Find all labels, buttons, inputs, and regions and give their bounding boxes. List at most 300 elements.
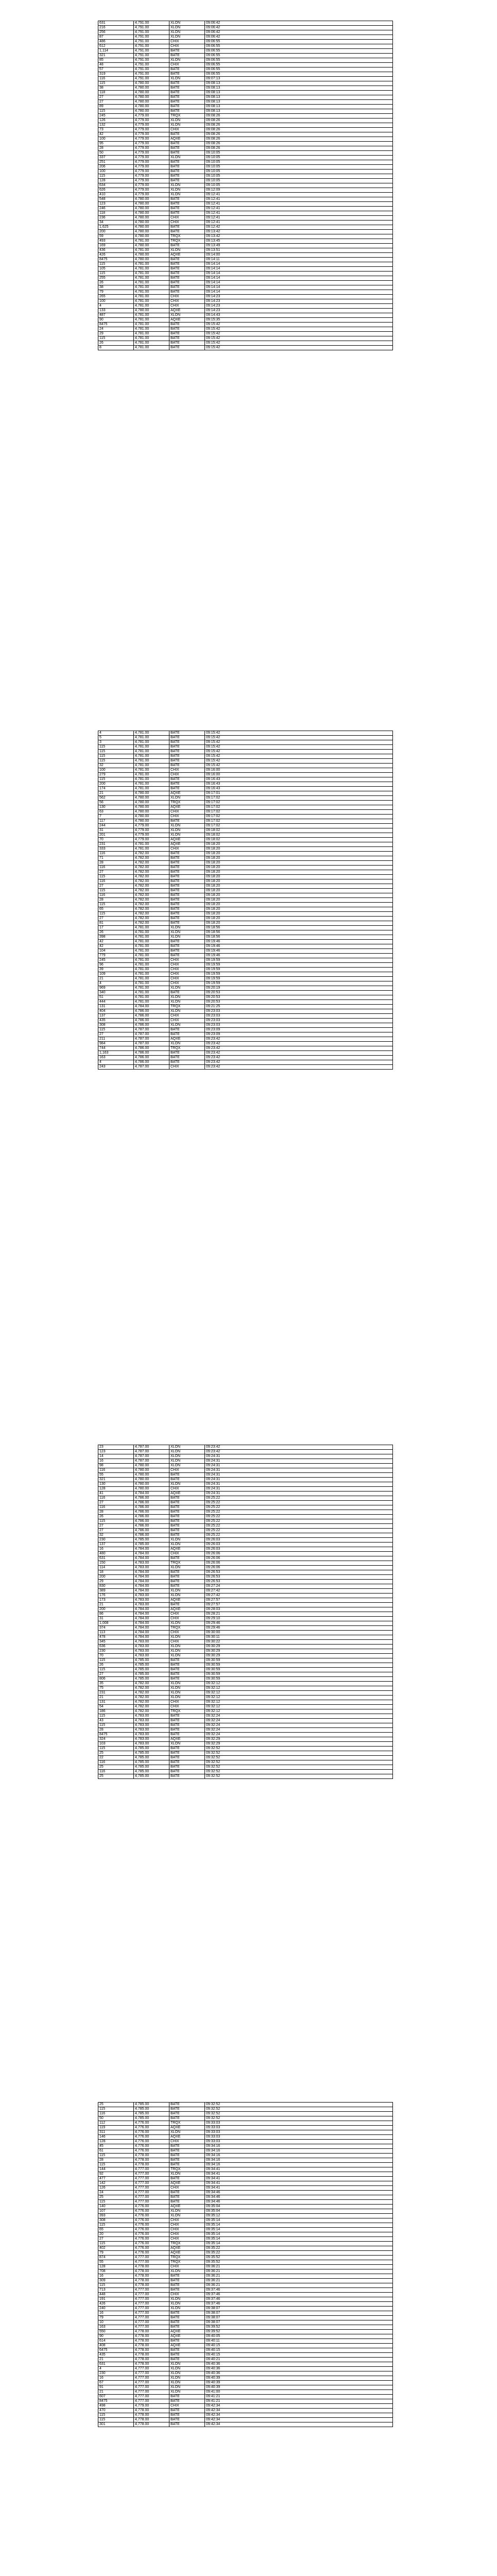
volume-cell: 806 [98, 1677, 134, 1682]
venue-cell: BATE [169, 160, 205, 165]
price-cell: 4,787.00 [134, 1032, 169, 1037]
venue-cell: BATE [169, 244, 205, 248]
price-cell: 4,781.00 [134, 986, 169, 991]
time-cell: 09:32:12 [205, 1700, 393, 1705]
volume-cell: 115 [98, 777, 134, 782]
volume-cell: 25 [98, 1765, 134, 1770]
price-cell: 4,783.00 [134, 1594, 169, 1598]
price-cell: 4,791.00 [134, 77, 169, 81]
price-cell: 4,779.00 [134, 193, 169, 197]
venue-cell: CHIX [169, 1631, 205, 1635]
price-cell: 4,782.00 [134, 866, 169, 870]
venue-cell: BATE [169, 1663, 205, 1668]
time-cell: 09:26:03 [205, 1538, 393, 1543]
volume-cell: 116 [98, 77, 134, 81]
price-cell: 4,777.00 [134, 2381, 169, 2385]
venue-cell: CHIX [169, 221, 205, 225]
time-cell: 09:18:20 [205, 866, 393, 870]
volume-cell: 191 [98, 2297, 134, 2302]
price-cell: 4,780.00 [134, 95, 169, 100]
time-cell: 09:34:41 [205, 2186, 393, 2191]
venue-cell: AQXE [169, 2205, 205, 2209]
time-cell: 09:34:41 [205, 2167, 393, 2172]
time-cell: 09:14:14 [205, 262, 393, 267]
price-cell: 4,777.00 [134, 2195, 169, 2200]
table-row [98, 1570, 393, 1575]
time-cell: 09:32:24 [205, 1714, 393, 1719]
price-cell: 4,780.00 [134, 1464, 169, 1468]
volume-cell: 634 [98, 183, 134, 188]
price-cell: 4,782.00 [134, 861, 169, 866]
price-cell: 4,782.00 [134, 1686, 169, 1691]
table-row [98, 912, 393, 917]
venue-cell: AQXE [169, 2135, 205, 2140]
venue-cell: BATE [169, 921, 205, 926]
venue-cell: AQXE [169, 1037, 205, 1042]
time-cell: 09:30:59 [205, 1658, 393, 1663]
time-cell: 09:34:46 [205, 2191, 393, 2195]
venue-cell: BATE [169, 346, 205, 350]
time-cell: 09:17:02 [205, 810, 393, 815]
volume-cell: 27 [98, 100, 134, 105]
venue-cell: BATE [169, 861, 205, 866]
table-row [98, 95, 393, 100]
volume-cell: 65 [98, 2228, 134, 2232]
price-cell: 4,777.00 [134, 2191, 169, 2195]
table-row [98, 1677, 393, 1682]
volume-cell: 24 [98, 327, 134, 332]
table-row [98, 740, 393, 745]
time-cell: 09:32:52 [205, 1760, 393, 1765]
venue-cell: BATE [169, 2288, 205, 2293]
table-row [98, 1519, 393, 1524]
time-cell: 09:23:09 [205, 1028, 393, 1032]
table-row [98, 1543, 393, 1547]
price-cell: 4,781.00 [134, 991, 169, 995]
time-cell: 09:08:13 [205, 86, 393, 91]
time-cell: 09:08:26 [205, 137, 393, 142]
table-row [98, 2223, 393, 2228]
time-cell: 09:32:52 [205, 2103, 393, 2107]
time-cell: 09:25:22 [205, 1505, 393, 1510]
volume-cell: 169 [98, 244, 134, 248]
price-cell: 4,778.00 [134, 2362, 169, 2367]
venue-cell: BATE [169, 1765, 205, 1770]
volume-cell: 478 [98, 1635, 134, 1640]
volume-cell: 16 [98, 2311, 134, 2316]
venue-cell: BATE [169, 1770, 205, 1774]
time-cell: 09:17:02 [205, 824, 393, 828]
time-cell: 09:23:03 [205, 1014, 393, 1019]
venue-cell: CHIX [169, 1468, 205, 1473]
table-row [98, 262, 393, 267]
volume-cell: 115 [98, 750, 134, 754]
time-cell: 09:10:05 [205, 156, 393, 160]
time-cell: 09:17:02 [205, 819, 393, 824]
venue-cell: CHIX [169, 1705, 205, 1709]
price-cell: 4,786.00 [134, 1510, 169, 1515]
price-cell: 4,781.00 [134, 958, 169, 963]
table-row [98, 1765, 393, 1770]
venue-cell: CHIX [169, 968, 205, 972]
trade-table-body [98, 731, 393, 1070]
table-row [98, 759, 393, 764]
time-cell: 09:15:42 [205, 759, 393, 764]
time-cell: 09:32:12 [205, 1686, 393, 1691]
price-cell: 4,777.00 [134, 2186, 169, 2191]
volume-cell: 410 [98, 193, 134, 197]
volume-cell: 319 [98, 72, 134, 77]
table-row [98, 1556, 393, 1561]
price-cell: 4,786.00 [134, 1529, 169, 1533]
venue-cell: BATE [169, 174, 205, 179]
venue-cell: XLON [169, 2371, 205, 2376]
venue-cell: AQXE [169, 842, 205, 847]
volume-cell: 487 [98, 313, 134, 318]
volume-cell: 115 [98, 745, 134, 750]
time-cell: 09:29:10 [205, 1617, 393, 1621]
venue-cell: BATE [169, 2107, 205, 2112]
table-row [98, 838, 393, 842]
volume-cell: 95 [98, 142, 134, 146]
venue-cell: XLON [169, 1696, 205, 1700]
table-row [98, 2302, 393, 2307]
volume-cell: 626 [98, 188, 134, 193]
volume-cell: 5 [98, 736, 134, 740]
venue-cell: BATE [169, 95, 205, 100]
price-cell: 4,785.00 [134, 1760, 169, 1765]
venue-cell: BATE [169, 893, 205, 898]
time-cell: 09:23:03 [205, 1023, 393, 1028]
table-row [98, 336, 393, 341]
table-row [98, 207, 393, 211]
venue-cell: BATE [169, 336, 205, 341]
venue-cell: XLON [169, 1482, 205, 1487]
time-cell: 09:35:52 [205, 2260, 393, 2265]
table-row [98, 764, 393, 768]
venue-cell: TRQX [169, 1005, 205, 1009]
price-cell: 4,780.00 [134, 1478, 169, 1482]
price-cell: 4,784.00 [134, 1621, 169, 1626]
price-cell: 4,781.00 [134, 759, 169, 764]
time-cell: 09:42:34 [205, 2422, 393, 2427]
price-cell: 4,787.00 [134, 1454, 169, 1459]
time-cell: 09:30:29 [205, 1649, 393, 1654]
price-cell: 4,782.00 [134, 898, 169, 903]
time-cell: 09:18:20 [205, 861, 393, 866]
volume-cell: 448 [98, 2293, 134, 2297]
time-cell: 09:24:31 [205, 1492, 393, 1496]
venue-cell: AQXE [169, 137, 205, 142]
time-cell: 09:28:21 [205, 1612, 393, 1617]
venue-cell: BATE [169, 879, 205, 884]
volume-cell: 91 [98, 2385, 134, 2390]
time-cell: 09:12:41 [205, 202, 393, 207]
venue-cell: BATE [169, 67, 205, 72]
venue-cell: BATE [169, 898, 205, 903]
table-row [98, 981, 393, 986]
table-row [98, 313, 393, 318]
volume-cell: 486 [98, 40, 134, 44]
table-row [98, 805, 393, 810]
venue-cell: BATE [169, 2103, 205, 2107]
time-cell: 09:08:13 [205, 105, 393, 109]
time-cell: 09:06:55 [205, 40, 393, 44]
venue-cell: XLON [169, 26, 205, 30]
price-cell: 4,784.00 [134, 1552, 169, 1556]
price-cell: 4,782.00 [134, 893, 169, 898]
table-row [98, 2158, 393, 2163]
time-cell: 09:41:00 [205, 2390, 393, 2395]
volume-cell: 116 [98, 1505, 134, 1510]
volume-cell: 21 [98, 2390, 134, 2395]
time-cell: 09:40:36 [205, 2371, 393, 2376]
volume-cell: 631 [98, 1556, 134, 1561]
price-cell: 4,782.00 [134, 870, 169, 875]
volume-cell: 16 [98, 1547, 134, 1552]
table-row [98, 1505, 393, 1510]
volume-cell: 115 [98, 272, 134, 276]
venue-cell: XLON [169, 2269, 205, 2274]
time-cell: 09:30:29 [205, 1645, 393, 1649]
volume-cell: 115 [98, 1668, 134, 1672]
price-cell: 4,777.00 [134, 2399, 169, 2404]
time-cell: 09:40:05 [205, 2334, 393, 2339]
time-cell: 09:20:53 [205, 991, 393, 995]
volume-cell: 25 [98, 1751, 134, 1756]
price-cell: 4,785.00 [134, 1538, 169, 1543]
table-row [98, 940, 393, 944]
time-cell: 09:23:42 [205, 1445, 393, 1450]
price-cell: 4,779.00 [134, 165, 169, 170]
price-cell: 4,781.00 [134, 940, 169, 944]
time-cell: 09:16:00 [205, 768, 393, 773]
price-cell: 4,781.00 [134, 281, 169, 285]
price-cell: 4,778.00 [134, 2279, 169, 2283]
venue-cell: CHIX [169, 295, 205, 299]
volume-cell: 115 [98, 875, 134, 879]
time-cell: 09:26:06 [205, 1556, 393, 1561]
table-row [98, 1682, 393, 1686]
price-cell: 4,781.00 [134, 341, 169, 346]
venue-cell: BATE [169, 2279, 205, 2283]
venue-cell: BATE [169, 1570, 205, 1575]
table-row [98, 1705, 393, 1709]
price-cell: 4,781.00 [134, 272, 169, 276]
table-row [98, 1742, 393, 1747]
venue-cell: AQXE [169, 2251, 205, 2256]
time-cell: 09:18:02 [205, 833, 393, 838]
time-cell: 09:32:24 [205, 1733, 393, 1737]
price-cell: 4,782.00 [134, 875, 169, 879]
volume-cell: 128 [98, 2140, 134, 2144]
price-cell: 4,783.00 [134, 1654, 169, 1658]
price-cell: 4,784.00 [134, 1617, 169, 1621]
venue-cell: AQXE [169, 318, 205, 323]
table-row [98, 903, 393, 907]
table-row [98, 2316, 393, 2320]
time-cell: 09:10:05 [205, 151, 393, 156]
table-row [98, 1617, 393, 1621]
time-cell: 09:40:21 [205, 2358, 393, 2362]
time-cell: 09:15:42 [205, 731, 393, 736]
volume-cell: 8475 [98, 1733, 134, 1737]
time-cell: 09:14:11 [205, 258, 393, 262]
table-row [98, 1538, 393, 1543]
table-row [98, 1019, 393, 1023]
price-cell: 4,781.00 [134, 346, 169, 350]
time-cell: 09:28:03 [205, 1607, 393, 1612]
price-cell: 4,778.00 [134, 2413, 169, 2418]
time-cell: 09:06:55 [205, 63, 393, 67]
time-cell: 09:29:46 [205, 1626, 393, 1631]
venue-cell: BATE [169, 949, 205, 954]
venue-cell: BATE [169, 2200, 205, 2205]
price-cell: 4,778.00 [134, 2274, 169, 2279]
venue-cell: CHIX [169, 128, 205, 132]
volume-cell: 8475 [98, 323, 134, 327]
volume-cell: 126 [98, 2186, 134, 2191]
venue-cell: BATE [169, 991, 205, 995]
time-cell: 09:37:46 [205, 2293, 393, 2297]
venue-cell: AQXE [169, 2181, 205, 2186]
time-cell: 09:25:22 [205, 1529, 393, 1533]
table-row [98, 1445, 393, 1450]
time-cell: 09:15:42 [205, 750, 393, 754]
time-cell: 09:14:23 [205, 295, 393, 299]
price-cell: 4,785.00 [134, 1774, 169, 1779]
price-cell: 4,779.00 [134, 828, 169, 833]
venue-cell: BATE [169, 866, 205, 870]
venue-cell: CHIX [169, 2186, 205, 2191]
volume-cell: 105 [98, 267, 134, 272]
time-cell: 09:26:06 [205, 1566, 393, 1570]
price-cell: 4,778.00 [134, 2422, 169, 2427]
venue-cell: XLON [169, 930, 205, 935]
volume-cell: 255 [98, 276, 134, 281]
volume-cell: 337 [98, 156, 134, 160]
venue-cell: BATE [169, 852, 205, 856]
volume-cell: 28 [98, 1510, 134, 1515]
time-cell: 09:23:42 [205, 1051, 393, 1056]
volume-cell: 200 [98, 1575, 134, 1580]
venue-cell: BATE [169, 2422, 205, 2427]
volume-cell: 562 [98, 796, 134, 801]
time-cell: 09:15:42 [205, 745, 393, 750]
price-cell: 4,777.00 [134, 2181, 169, 2186]
volume-cell: 146 [98, 2135, 134, 2140]
table-row [98, 193, 393, 197]
table-row [98, 1584, 393, 1589]
time-cell: 09:12:41 [205, 197, 393, 202]
price-cell: 4,777.00 [134, 2385, 169, 2390]
price-cell: 4,787.00 [134, 1445, 169, 1450]
price-cell: 4,782.00 [134, 884, 169, 889]
volume-cell: 243 [98, 1065, 134, 1070]
price-cell: 4,784.00 [134, 1584, 169, 1589]
time-cell: 09:18:20 [205, 907, 393, 912]
price-cell: 4,782.00 [134, 1691, 169, 1696]
venue-cell: XLON [169, 77, 205, 81]
table-row [98, 1714, 393, 1719]
table-row [98, 81, 393, 86]
price-cell: 4,783.00 [134, 1733, 169, 1737]
venue-cell: CHIX [169, 1700, 205, 1705]
venue-cell: BATE [169, 2158, 205, 2163]
table-row [98, 230, 393, 234]
price-cell: 4,779.00 [134, 128, 169, 132]
time-cell: 09:06:55 [205, 49, 393, 54]
venue-cell: BATE [169, 258, 205, 262]
price-cell: 4,781.00 [134, 963, 169, 968]
volume-cell: 61 [98, 2149, 134, 2154]
venue-cell: XLON [169, 1450, 205, 1454]
volume-cell: 969 [98, 986, 134, 991]
time-cell: 09:33:03 [205, 2121, 393, 2126]
volume-cell: 398 [98, 935, 134, 940]
time-cell: 09:19:46 [205, 949, 393, 954]
table-row [98, 736, 393, 740]
time-cell: 09:21:25 [205, 1005, 393, 1009]
volume-cell: 92 [98, 2172, 134, 2177]
venue-cell: XLON [169, 2297, 205, 2302]
time-cell: 09:15:42 [205, 332, 393, 336]
venue-cell: AQXE [169, 2246, 205, 2251]
volume-cell: 470 [98, 2409, 134, 2413]
time-cell: 09:24:31 [205, 1482, 393, 1487]
price-cell: 4,784.00 [134, 1631, 169, 1635]
volume-cell: 321 [98, 1478, 134, 1482]
price-cell: 4,787.00 [134, 1037, 169, 1042]
volume-cell: 115 [98, 81, 134, 86]
table-row [98, 2269, 393, 2274]
table-row [98, 1547, 393, 1552]
table-row [98, 787, 393, 791]
venue-cell: CHIX [169, 810, 205, 815]
volume-cell: 115 [98, 903, 134, 907]
venue-cell: CHIX [169, 977, 205, 981]
venue-cell: XLON [169, 2385, 205, 2390]
volume-cell: 26 [98, 281, 134, 285]
price-cell: 4,781.00 [134, 949, 169, 954]
table-row [98, 1580, 393, 1584]
volume-cell: 231 [98, 1691, 134, 1696]
price-cell: 4,780.00 [134, 1473, 169, 1478]
time-cell: 09:35:14 [205, 2218, 393, 2223]
time-cell: 09:18:20 [205, 842, 393, 847]
time-cell: 09:12:41 [205, 221, 393, 225]
volume-cell: 142 [98, 2181, 134, 2186]
volume-cell: 308 [98, 1023, 134, 1028]
volume-cell: 402 [98, 2246, 134, 2251]
table-row [98, 2130, 393, 2135]
time-cell: 09:32:29 [205, 1737, 393, 1742]
table-row [98, 304, 393, 309]
volume-cell: 174 [98, 787, 134, 791]
venue-cell: BATE [169, 940, 205, 944]
table-row [98, 1631, 393, 1635]
table-row [98, 253, 393, 258]
volume-cell: 25 [98, 2195, 134, 2200]
time-cell: 09:18:20 [205, 856, 393, 861]
venue-cell: CHIX [169, 958, 205, 963]
table-row [98, 768, 393, 773]
price-cell: 4,780.00 [134, 234, 169, 239]
time-cell: 09:08:26 [205, 132, 393, 137]
volume-cell: 176 [98, 1594, 134, 1598]
table-row [98, 926, 393, 930]
table-row [98, 1594, 393, 1598]
